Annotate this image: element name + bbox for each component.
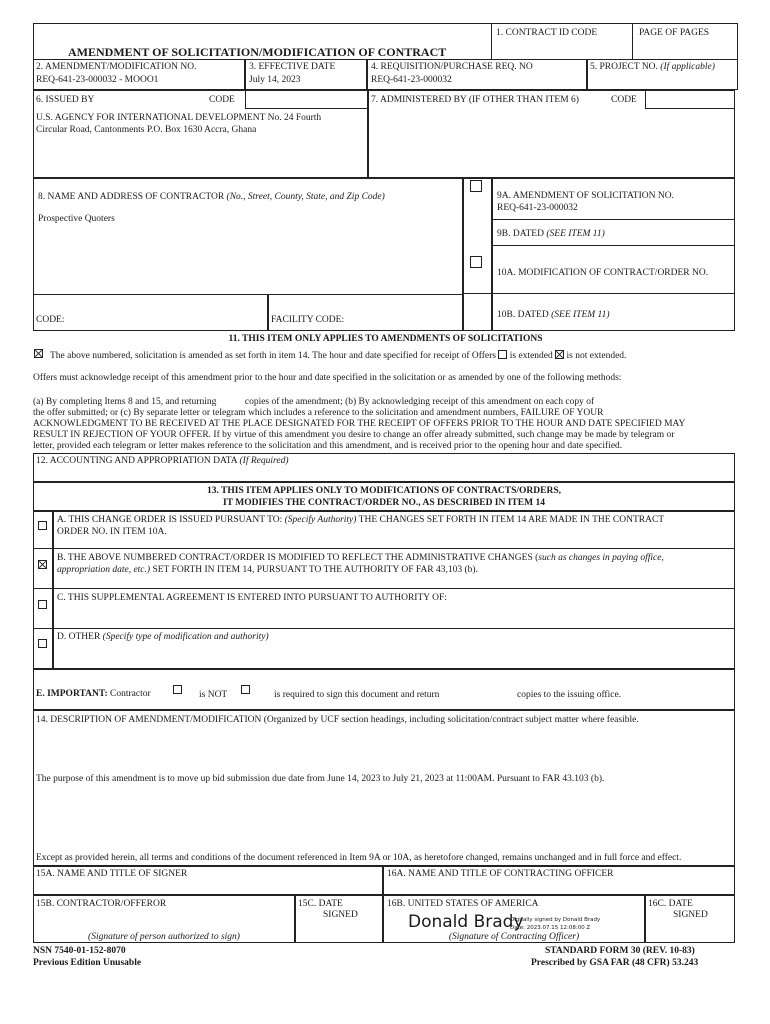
- box9a-label: 9A. AMENDMENT OF SOLICITATION NO.: [497, 191, 674, 201]
- box10a-label: 10A. MODIFICATION OF CONTRACT/ORDER NO.: [497, 268, 709, 278]
- checkbox-13d[interactable]: [38, 639, 47, 648]
- box16c-label1: 16C. DATE: [648, 899, 693, 909]
- contractor-code-cell: [33, 294, 268, 331]
- box15b-label: 15B. CONTRACTOR/OFFEROR: [36, 899, 167, 909]
- item11-para5: letter, provided each telegram or letter makes reference to the solicitation and this amendment, and is received prior to the opening hour and date specified.: [33, 441, 623, 451]
- amendment-purpose: The purpose of this amendment is to move up bid submission due date from June 14, 2023 to July 21, 2023 at 11:00AM. Pursuant to FAR 43.103 (b).: [36, 774, 605, 784]
- page-of-pages-label: PAGE OF PAGES: [639, 28, 710, 38]
- item11-heading: 11. THIS ITEM ONLY APPLIES TO AMENDMENTS OF SOLICITATIONS: [228, 334, 543, 344]
- checkbox-not-extended[interactable]: [555, 350, 564, 359]
- item-e-is-not: is NOT: [199, 690, 228, 700]
- box16c-label2: SIGNED: [673, 910, 708, 920]
- item13b-line2: appropriation date, etc.) SET FORTH IN ITEM 14, PURSUANT TO THE AUTHORITY OF FAR 43,103 (b).: [57, 565, 478, 575]
- footer-prev: Previous Edition Unusable: [33, 958, 142, 968]
- amendment-number: REQ-641-23-000032 - MOOO1: [36, 75, 159, 85]
- amendment-except: Except as provided herein, all terms and conditions of the document referenced in Item 9A or 10A, as heretofore changed, remains unchanged and in full force and effect.: [36, 853, 682, 863]
- box15c-label2: SIGNED: [323, 910, 358, 920]
- box7-code-label: CODE: [611, 95, 637, 105]
- form-title: AMENDMENT OF SOLICITATION/MODIFICATION OF CONTRACT: [68, 45, 447, 59]
- box4-label: 4. REQUISITION/PURCHASE REQ. NO: [371, 62, 533, 72]
- item11-para1: (a) By completing Items 8 and 15, and returning copies of the amendment; (b) By acknowledging receipt of this amendment on each copy of: [33, 397, 595, 407]
- box16b-label: 16B. UNITED STATES OF AMERICA: [387, 899, 539, 909]
- checkbox-13a[interactable]: [38, 521, 47, 530]
- item11-para2: the offer submitted; or (c) By separate letter or telegram which includes a reference to the solicitation and amendment numbers, FAILURE OF YOUR: [33, 408, 604, 418]
- box-14: [33, 710, 735, 866]
- item11-para4: RESULT IN REJECTION OF YOUR OFFER. If by virtue of this amendment you desire to change an offer already submitted, such change may be made by telegram or: [33, 430, 675, 440]
- box15c-label1: 15C. DATE: [298, 899, 343, 909]
- box10b-label: 10B. DATED (SEE ITEM 11): [497, 310, 610, 320]
- box3-label: 3. EFFECTIVE DATE: [249, 62, 336, 72]
- item11-para3: ACKNOWLEDGMENT TO BE RECEIVED AT THE PLACE DESIGNATED FOR THE RECEIPT OF OFFERS PRIOR TO THE HOUR AND DATE SPECIFIED MAY: [33, 419, 686, 429]
- box6-code-field[interactable]: [245, 90, 368, 109]
- checkbox-13b[interactable]: [38, 560, 47, 569]
- item-e-rest: is required to sign this document and return: [274, 690, 440, 700]
- contractor-code-label: CODE:: [36, 315, 65, 325]
- box6-code-label: CODE: [209, 95, 235, 105]
- footer-gsa: Prescribed by GSA FAR (48 CFR) 53.243: [531, 958, 699, 968]
- effective-date: July 14, 2023: [249, 75, 301, 85]
- box15b-sig-caption: (Signature of person authorized to sign): [88, 932, 240, 942]
- item13b-line1: B. THE ABOVE NUMBERED CONTRACT/ORDER IS MODIFIED TO REFLECT THE ADMINISTRATIVE CHANGES (such as changes in paying office,: [57, 553, 664, 563]
- checkbox-extended[interactable]: [498, 350, 507, 359]
- box-10-check-cell: [463, 246, 492, 294]
- footer-sf: STANDARD FORM 30 (REV. 10-83): [545, 946, 695, 956]
- box7-label: 7. ADMINISTERED BY (IF OTHER THAN ITEM 6): [371, 95, 579, 105]
- footer-nsn: NSN 7540-01-152-8070: [33, 946, 126, 956]
- box7-code-field[interactable]: [645, 90, 735, 109]
- item13-heading1: 13. THIS ITEM APPLIES ONLY TO MODIFICATIONS OF CONTRACTS/ORDERS,: [206, 486, 562, 496]
- box5-label: 5. PROJECT NO. (If applicable): [590, 62, 715, 72]
- box16a-label: 16A. NAME AND TITLE OF CONTRACTING OFFICER: [387, 869, 614, 879]
- box6-label: 6. ISSUED BY: [36, 95, 95, 105]
- digital-sig-line1: Digitally signed by Donald Brady: [510, 917, 601, 923]
- box12-label: 12. ACCOUNTING AND APPROPRIATION DATA (If Required): [36, 456, 289, 466]
- checkbox-is[interactable]: [173, 685, 182, 694]
- item13d-text: D. OTHER (Specify type of modification and authority): [57, 632, 269, 642]
- item11-line2: Offers must acknowledge receipt of this amendment prior to the hour and date specified in the solicitation or as amended by one of the following methods:: [33, 373, 622, 383]
- box9b-label: 9B. DATED (SEE ITEM 11): [497, 229, 605, 239]
- item13a-line2: ORDER NO. IN ITEM 10A.: [57, 527, 167, 537]
- box14-label: 14. DESCRIPTION OF AMENDMENT/MODIFICATION (Organized by UCF section headings, including solicitation/contract subject matter where feasible.: [36, 715, 639, 725]
- checkbox-is-not[interactable]: [241, 685, 250, 694]
- officer-signature: Donald Brady: [408, 912, 524, 932]
- item-e-copies: copies to the issuing office.: [517, 690, 622, 700]
- checkbox-9a[interactable]: [470, 180, 482, 192]
- contractor-name: Prospective Quoters: [38, 214, 115, 224]
- item13a-line1: A. THIS CHANGE ORDER IS ISSUED PURSUANT TO: (Specify Authority) THE CHANGES SET FORTH IN ITEM 14 ARE MADE IN THE CONTRACT: [57, 515, 665, 525]
- item13c-text: C. THIS SUPPLEMENTAL AGREEMENT IS ENTERED INTO PURSUANT TO AUTHORITY OF:: [57, 593, 447, 603]
- box2-label: 2. AMENDMENT/MODIFICATION NO.: [36, 62, 197, 72]
- checkbox-10a[interactable]: [470, 256, 482, 268]
- item13-heading2: IT MODIFIES THE CONTRACT/ORDER NO., AS DESCRIBED IN ITEM 14: [223, 498, 545, 508]
- issuer-line1: U.S. AGENCY FOR INTERNATIONAL DEVELOPMENT No. 24 Fourth: [36, 113, 322, 123]
- box8-label: 8. NAME AND ADDRESS OF CONTRACTOR (No., Street, County, State, and Zip Code): [38, 192, 385, 202]
- item-e-line: E. IMPORTANT: Contractor: [36, 689, 151, 699]
- checkbox-13c[interactable]: [38, 600, 47, 609]
- item11-line1: The above numbered, solicitation is amended as set forth in item 14. The hour and date specified for receipt of Offers is extended is not extended.: [50, 351, 627, 361]
- facility-code-label: FACILITY CODE:: [271, 315, 345, 325]
- issuer-line2: Circular Road, Cantonments P.O. Box 1630 Accra, Ghana: [36, 125, 257, 135]
- solicitation-number: REQ-641-23-000032: [497, 203, 578, 213]
- checkbox-amended[interactable]: [34, 349, 43, 358]
- digital-sig-line2: Date: 2023.07.15 12:08:00 Z: [510, 925, 591, 931]
- requisition-number: REQ-641-23-000032: [371, 75, 452, 85]
- box16b-sig-caption: (Signature of Contracting Officer): [448, 932, 580, 942]
- box15a-label: 15A. NAME AND TITLE OF SIGNER: [36, 869, 188, 879]
- contract-id-label: 1. CONTRACT ID CODE: [496, 28, 598, 38]
